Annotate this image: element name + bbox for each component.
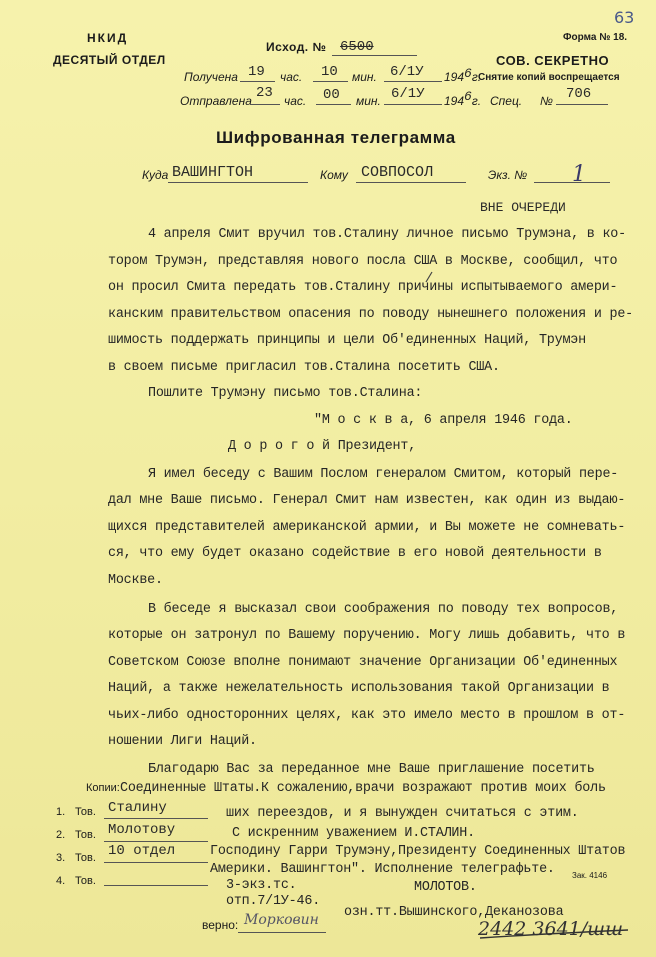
received-hour-label: час. — [280, 70, 303, 84]
body-line: чьих-либо односторонних целях, как это имело место в прошлом в от- — [108, 708, 626, 723]
received-date: 6/1У — [390, 64, 424, 80]
received-min: 10 — [321, 64, 338, 80]
received-hour: 19 — [248, 64, 265, 80]
body-line: 4 апреля Смит вручил тов.Сталину личное письмо Трумэна, в ко- — [148, 227, 626, 242]
body-line: Соединенные Штаты.К сожалению,врачи возражают против моих боль — [120, 781, 606, 796]
letter-addressee-cont: Америки. Вашингтон". Исполнение телеграфьте. — [210, 862, 555, 877]
to-destination: ВАШИНГТОН — [172, 164, 254, 181]
body-line: Благодарю Вас за переданное мне Ваше приглашение посетить — [148, 762, 595, 777]
page-mark: 63 — [614, 8, 635, 27]
body-line: которые он затронул по Вашему поручению. Могу лишь добавить, что в — [108, 628, 626, 643]
to-label: Куда — [142, 168, 169, 182]
document-title: Шифрованная телеграмма — [216, 128, 456, 147]
sent-hour: 23 — [256, 85, 273, 101]
form-number: Форма № 18. — [563, 32, 628, 43]
spec-number: 706 — [566, 86, 592, 102]
body-line: ношении Лиги Наций. — [108, 734, 257, 749]
letter-salutation: Д о р о г о й Президент, — [228, 439, 417, 454]
copy-item-tov: Тов. — [75, 806, 96, 818]
copy-number: 1 — [572, 162, 586, 187]
spec-number-sign: № — [540, 94, 553, 108]
copy-item-tov: Тов. — [75, 852, 96, 864]
no-copy-note: Снятие копий воспрещается — [478, 72, 620, 83]
sent-date-note: отп.7/1У-46. — [226, 894, 321, 909]
priority: ВНЕ ОЧЕРЕДИ — [480, 200, 566, 215]
verified-label: верно: — [202, 918, 239, 932]
handwritten-number: 2442 3641/шш — [478, 918, 624, 940]
body-line: Москве. — [108, 573, 163, 588]
sent-label: Отправлена — [180, 94, 252, 108]
sent-year: 1946г. — [444, 89, 482, 108]
outgoing-label: Исход. № — [266, 40, 327, 54]
copy-label: Экз. № — [488, 168, 528, 182]
body-line: ся, что ему будет оказано содействие в его новой деятельности в — [108, 546, 602, 561]
received-year: 1946г. — [444, 66, 482, 84]
spec-label: Спец. — [490, 94, 523, 108]
whom-label: Кому — [320, 168, 348, 182]
body-line: ших переездов, и я вынужден считаться с этим. — [226, 806, 579, 821]
copy-item-tov: Тов. — [75, 875, 96, 887]
copy-item-num: 1. — [56, 806, 66, 818]
copy-item-name: 10 отдел — [108, 843, 176, 859]
copy-item-name: Молотову — [108, 822, 176, 838]
letter-dateline: "М о с к в а, 6 апреля 1946 года. — [314, 413, 573, 428]
copy-item-num: 3. — [56, 852, 66, 864]
copies-label: Копии: — [86, 782, 120, 794]
acquainted-note: озн.тт.Вышинского,Деканозова — [344, 905, 564, 920]
body-line: дал мне Ваше письмо. Генерал Смит нам известен, как один из выдаю- — [108, 493, 626, 508]
org-name: НКИД — [87, 31, 129, 45]
department-name: ДЕСЯТЫЙ ОТДЕЛ — [53, 53, 166, 67]
sender-signature: МОЛОТОВ. — [414, 880, 477, 895]
body-line: Советском Союзе вполне понимают значение Организации Об'единенных — [108, 655, 618, 670]
order-mark: Зак. 4146 — [572, 871, 608, 880]
body-line: Наций, а также нежелательность использования такой Организации в — [108, 681, 610, 696]
copy-item-name: Сталину — [108, 800, 167, 816]
whom-recipient: СОВПОСОЛ — [361, 164, 434, 181]
body-line: он просил Смита передать тов.Сталину причины испытываемого амери- — [108, 280, 618, 295]
body-line: щихся представителей американской армии, и Вы можете не сомневать- — [108, 520, 626, 535]
received-label: Получена — [184, 70, 238, 84]
body-line: Пошлите Трумэну письмо тов.Сталина: — [148, 386, 423, 401]
letter-addressee: Господину Гарри Трумэну,Президенту Соединенных Штатов — [210, 844, 626, 859]
body-line: тором Трумэн, представляя нового посла США в Москве, сообщил, что — [108, 254, 618, 269]
body-line: в своем письме пригласил тов.Сталина посетить США. — [108, 360, 500, 375]
copy-item-num: 2. — [56, 829, 66, 841]
received-min-label: мин. — [352, 70, 377, 84]
sent-hour-label: час. — [284, 94, 307, 108]
letter-signature: С искренним уважением И.СТАЛИН. — [232, 826, 475, 841]
body-line: В беседе я высказал свои соображения по поводу тех вопросов, — [148, 602, 619, 617]
sent-min: 00 — [323, 87, 340, 103]
copy-item-tov: Тов. — [75, 829, 96, 841]
body-line: шимость поддержать принципы и цели Об'единенных Наций, Трумэн — [108, 333, 586, 348]
secret-stamp: СОВ. СЕКРЕТНО — [496, 53, 610, 68]
verified-signature: Морковин — [244, 912, 319, 928]
outgoing-number: 6500 — [340, 39, 374, 55]
sent-date: 6/1У — [391, 86, 425, 102]
copies-count: 3-экз.тс. — [226, 878, 297, 893]
sent-min-label: мин. — [356, 94, 381, 108]
body-line: Я имел беседу с Вашим Послом генералом Смитом, который пере- — [148, 467, 619, 482]
body-line: канским правительством опасения по поводу нынешнего положения и ре- — [108, 307, 633, 322]
copy-item-num: 4. — [56, 875, 66, 887]
